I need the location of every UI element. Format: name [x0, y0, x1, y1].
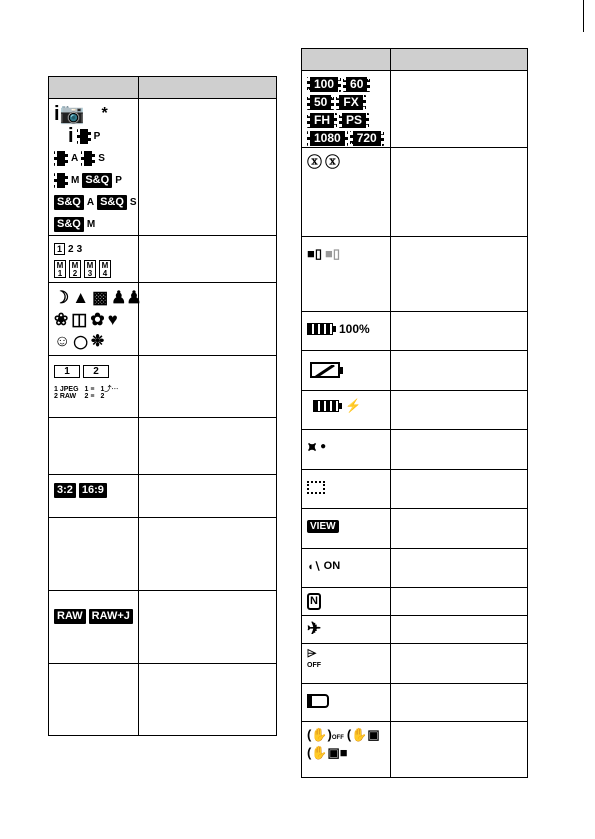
- food-icon: ❉: [90, 333, 105, 350]
- frame-meaning: [391, 470, 528, 509]
- raw-meaning: [139, 591, 277, 664]
- scene-icons: [49, 283, 142, 356]
- location-info-meaning: [391, 237, 528, 312]
- shutter-icon: [307, 694, 329, 708]
- res-720-icon: 720: [350, 131, 384, 146]
- location-info-icons: [302, 237, 391, 312]
- bluetooth-connected-icon: ⓧ: [307, 154, 323, 171]
- bitrate-50-icon: 50: [307, 95, 334, 110]
- candle-icon: ◯: [73, 334, 88, 349]
- ratio-16-9-icon: 16:9: [79, 483, 107, 498]
- memory-card-meaning: [139, 356, 277, 418]
- shooting-mode-meaning: [139, 99, 277, 236]
- left-header-icon: [49, 77, 139, 99]
- af-illuminator-cell: [302, 549, 391, 588]
- movie-m-label: M: [71, 174, 80, 186]
- battery-empty-meaning: [391, 351, 528, 391]
- empty-meaning-cell: [139, 418, 277, 475]
- sq-m-label: M: [86, 218, 96, 230]
- bluetooth-disconnected-icon: ⓧ: [325, 154, 341, 171]
- left-header-meaning: [139, 77, 277, 99]
- fh-icon: FH: [307, 113, 337, 128]
- register-recall-meaning: [139, 236, 277, 283]
- af-illuminator-meaning: [391, 549, 528, 588]
- shutter-curtain-cell: [302, 684, 391, 722]
- sq-badge: S&Q: [54, 195, 84, 210]
- view-cell: [302, 509, 391, 549]
- battery-charging-icon: [313, 400, 339, 412]
- landscape-icon: ▲: [72, 288, 90, 307]
- nfc-cell: [302, 588, 391, 616]
- macro-icon: ✿: [90, 310, 105, 329]
- flash-icon: ⯍: [307, 439, 318, 455]
- register-recall-icons: [49, 236, 139, 283]
- steadyshot-body-icon: (✋▣■: [307, 745, 348, 760]
- location-linked-icon: ■▯: [307, 246, 323, 261]
- sq-s-label: S: [129, 196, 137, 208]
- af-illuminator-icon: ◖∖: [307, 560, 321, 573]
- movie-a-label: A: [71, 152, 79, 164]
- relay-recording-icon: 1⤴⋯ 2: [100, 386, 119, 400]
- recall-1-icon: 1: [54, 243, 65, 255]
- memory-card-icons: [49, 356, 139, 418]
- raw-jpeg-icon: RAW+J: [89, 609, 133, 624]
- airplane-meaning: [391, 616, 528, 644]
- memory-3-icon: M 3: [84, 260, 96, 278]
- portrait-icon: ♟♟: [111, 288, 142, 307]
- aspect-ratio-meaning: [139, 475, 277, 518]
- nfc-meaning: [391, 588, 528, 616]
- nfc-icon: N: [307, 593, 321, 610]
- steadyshot-meaning: [391, 722, 528, 778]
- backlight-portrait-icon: ▩: [92, 288, 109, 307]
- view-icon: VIEW: [307, 520, 339, 533]
- sq-badge: S&Q: [54, 217, 84, 232]
- battery-empty-icon: [310, 362, 340, 378]
- recall-3-label: 3: [76, 243, 83, 255]
- frame-icon: [307, 481, 325, 494]
- battery-full-icon: [307, 323, 333, 335]
- movie-icon: [77, 129, 91, 144]
- empty-icon-cell: [49, 518, 139, 591]
- empty-icon-cell: [49, 664, 139, 736]
- left-icon-table: [48, 76, 277, 736]
- memory-4-icon: M 4: [99, 260, 111, 278]
- view-meaning: [391, 509, 528, 549]
- battery-percent: 100%: [339, 322, 370, 336]
- star-icon: *: [101, 105, 108, 122]
- shooting-mode-icons: [49, 99, 139, 236]
- movie-icon: [54, 173, 68, 188]
- movie-auto-icon: i: [68, 125, 74, 147]
- bitrate-100-icon: 100: [307, 77, 341, 92]
- movie-format-icons: [302, 71, 391, 148]
- location-unlinked-icon: ■▯: [325, 246, 341, 261]
- right-header-icon: [302, 49, 391, 71]
- flash-charge-meaning: [391, 430, 528, 470]
- face-icon: ☺: [54, 333, 71, 350]
- recall-2-label: 2: [68, 243, 74, 255]
- sq-badge: S&Q: [97, 195, 127, 210]
- memory-2-icon: M 2: [69, 260, 81, 278]
- fps-60-icon: 60: [343, 77, 370, 92]
- mic-off-icon: ⌲ OFF: [307, 646, 321, 669]
- mic-off-meaning: [391, 644, 528, 684]
- on-label: ON: [323, 560, 341, 572]
- fx-icon: FX: [336, 95, 365, 110]
- raw-icon: RAW: [54, 609, 86, 624]
- ps-icon: PS: [339, 113, 369, 128]
- steadyshot-lens-icon: (✋▣: [346, 727, 380, 742]
- usb-power-cell: [302, 391, 391, 430]
- steadyshot-cell: [302, 722, 391, 778]
- sq-a-label: A: [86, 196, 95, 208]
- res-1080-icon: 1080: [307, 131, 348, 146]
- split-recording-icon: 1 ≡ 2 ≡: [84, 386, 95, 400]
- sports-icon: ❀: [54, 310, 69, 329]
- page-edge-rule: [583, 0, 584, 32]
- dot-icon: ●: [320, 441, 327, 452]
- bright-icon: ◫: [71, 310, 88, 329]
- aspect-ratio-icons: [49, 475, 139, 518]
- ratio-3-2-icon: 3:2: [54, 483, 76, 498]
- night-scene-icon: ☽: [54, 288, 70, 307]
- airplane-icon: ✈: [307, 619, 322, 638]
- mic-off-cell: [302, 644, 391, 684]
- empty-icon-cell: [49, 418, 139, 475]
- jpeg-raw-icon: 1 JPEG 2 RAW: [54, 386, 79, 400]
- steadyshot-off-icon: (✋)OFF: [307, 727, 344, 742]
- intelligent-auto-icon: i📷: [54, 103, 85, 125]
- sq-p-label: P: [115, 174, 122, 186]
- airplane-cell: [302, 616, 391, 644]
- shutter-curtain-meaning: [391, 684, 528, 722]
- flash-charge-cell: [302, 430, 391, 470]
- scene-meaning: [139, 283, 277, 356]
- usb-power-meaning: [391, 391, 528, 430]
- empty-meaning-cell: [139, 664, 277, 736]
- battery-empty-cell: [302, 351, 391, 391]
- sq-badge: S&Q: [82, 173, 112, 188]
- right-icon-table: [301, 48, 528, 778]
- card-slot-2-icon: 2: [83, 365, 109, 378]
- bluetooth-meaning: [391, 148, 528, 237]
- memory-1-icon: M 1: [54, 260, 66, 278]
- card-slot-1-icon: 1: [54, 365, 80, 378]
- empty-meaning-cell: [139, 518, 277, 591]
- frame-cell: [302, 470, 391, 509]
- movie-icon: [81, 151, 95, 166]
- battery-meaning: [391, 312, 528, 351]
- movie-format-meaning: [391, 71, 528, 148]
- bluetooth-icons: [302, 148, 391, 237]
- movie-p-label: P: [93, 130, 101, 142]
- raw-icons: [49, 591, 139, 664]
- battery-icons: [302, 312, 391, 351]
- plug-icon: ⚡: [345, 398, 362, 413]
- right-header-meaning: [391, 49, 528, 71]
- movie-s-label: S: [98, 152, 105, 164]
- movie-icon: [54, 151, 68, 166]
- pet-icon: ♥: [107, 310, 118, 329]
